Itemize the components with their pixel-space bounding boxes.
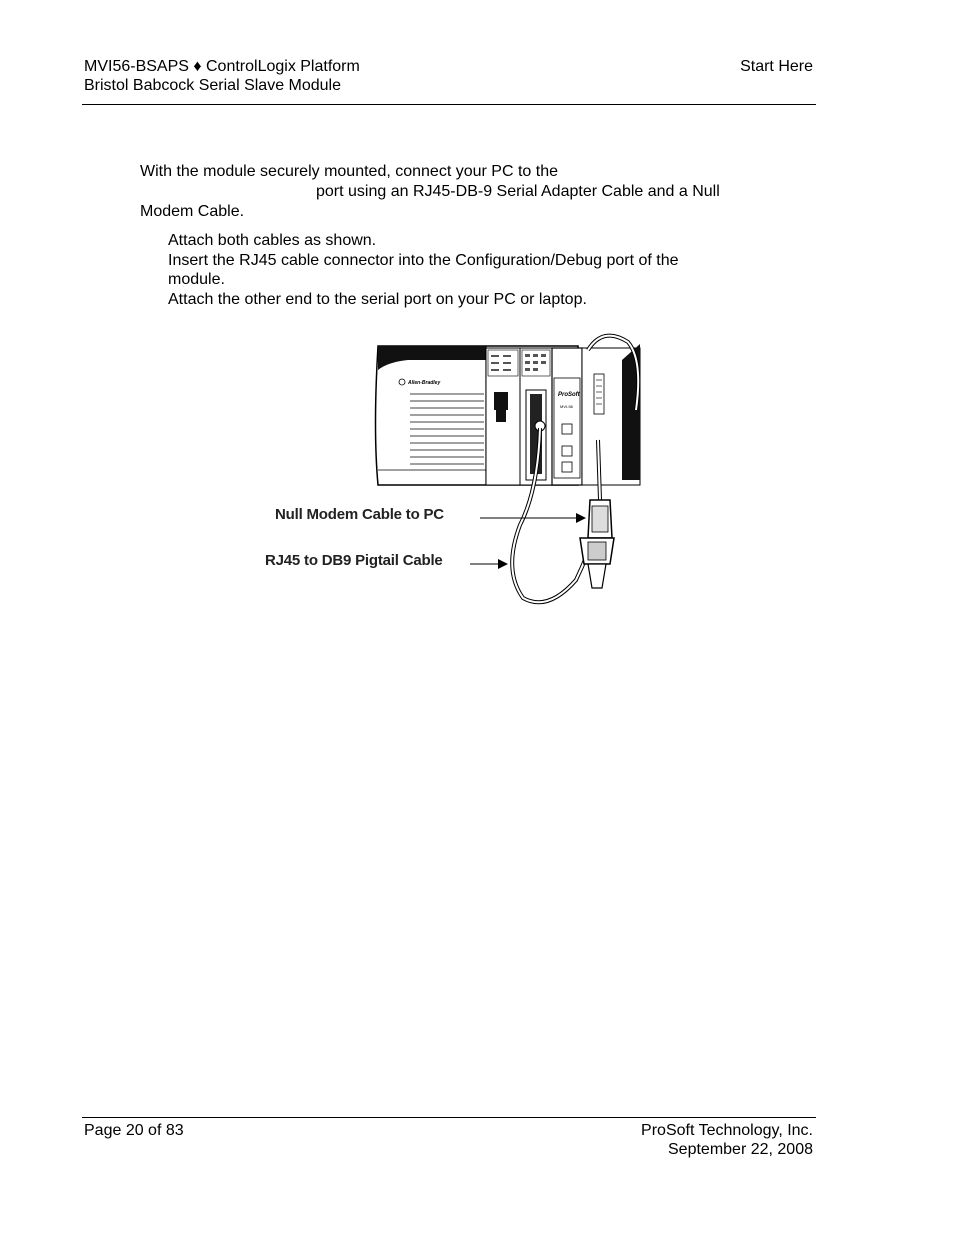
footer-date: September 22, 2008 bbox=[668, 1141, 813, 1158]
callout-rj45-pigtail-cable: RJ45 to DB9 Pigtail Cable bbox=[265, 552, 443, 569]
step-1: Attach both cables as shown. bbox=[168, 232, 377, 249]
header-section: Start Here bbox=[740, 58, 813, 75]
module-model: MVI-56 bbox=[560, 404, 573, 409]
header-title-line2: Bristol Babcock Serial Slave Module bbox=[84, 77, 342, 94]
module-brand: ProSoft bbox=[558, 392, 580, 398]
footer-page-number: Page 20 of 83 bbox=[84, 1122, 184, 1139]
intro-line-3: Modem Cable. bbox=[140, 203, 245, 220]
header-divider bbox=[82, 104, 816, 105]
step-2: Insert the RJ45 cable connector into the Configuration/Debug port of the bbox=[168, 252, 679, 269]
step-2-continued: module. bbox=[168, 271, 225, 288]
intro-line-2: port using an RJ45-DB-9 Serial Adapter Cable and a Null bbox=[316, 183, 720, 200]
footer-divider bbox=[82, 1117, 816, 1118]
footer-company: ProSoft Technology, Inc. bbox=[641, 1122, 813, 1139]
header-title-line1: MVI56-BSAPS ♦ ControlLogix Platform bbox=[84, 58, 360, 75]
intro-line-1: With the module securely mounted, connect your PC to the bbox=[140, 163, 558, 180]
step-3: Attach the other end to the serial port on your PC or laptop. bbox=[168, 291, 587, 308]
callout-null-modem-cable: Null Modem Cable to PC bbox=[275, 506, 444, 523]
brand-label: Allen-Bradley bbox=[408, 380, 441, 386]
